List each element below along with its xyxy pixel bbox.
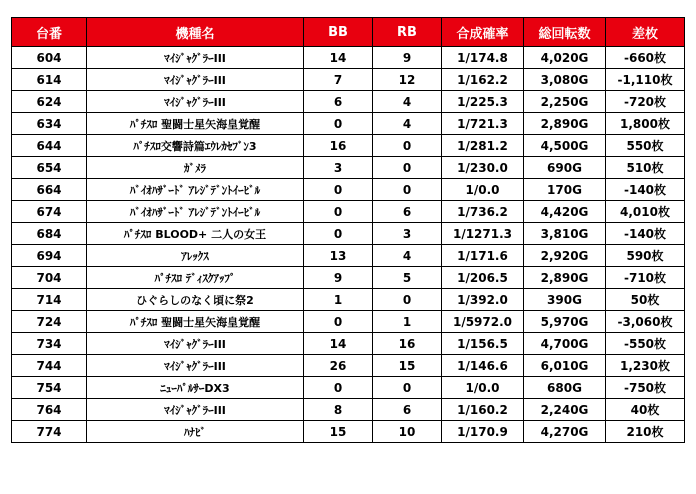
bb-cell: 6 <box>304 91 373 113</box>
header-medal-difference: 差枚 <box>606 18 685 47</box>
machine-name-cell: ﾊﾞｲｵﾊｻﾞｰﾄﾞ ｱﾚｼﾞﾃﾞﾝﾄｲｰﾋﾞﾙ <box>87 201 304 223</box>
machine-number-cell: 724 <box>12 311 87 333</box>
machine-number-cell: 684 <box>12 223 87 245</box>
total-spins-cell: 690G <box>524 157 606 179</box>
table-row <box>12 113 685 135</box>
bb-cell: 26 <box>304 355 373 377</box>
table-row <box>12 377 685 399</box>
header-row <box>12 18 685 47</box>
probability-cell: 1/392.0 <box>442 289 524 311</box>
table-row <box>12 91 685 113</box>
bb-cell: 8 <box>304 399 373 421</box>
bb-cell: 14 <box>304 333 373 355</box>
machine-name-cell: ﾏｲｼﾞｬｸﾞﾗｰIII <box>87 91 304 113</box>
medal-difference-cell: -550枚 <box>606 333 685 355</box>
medal-difference-cell: -750枚 <box>606 377 685 399</box>
machine-name-cell: ｶﾞﾒﾗ <box>87 157 304 179</box>
probability-cell: 1/721.3 <box>442 113 524 135</box>
header-rb: RB <box>373 18 442 47</box>
rb-cell: 15 <box>373 355 442 377</box>
table-row <box>12 289 685 311</box>
table-row <box>12 355 685 377</box>
table-row <box>12 311 685 333</box>
machine-name-cell: ﾊﾟﾁｽﾛ ﾃﾞｨｽｸｱｯﾌﾟ <box>87 267 304 289</box>
machine-name-cell: ﾏｲｼﾞｬｸﾞﾗｰIII <box>87 69 304 91</box>
medal-difference-cell: -1,110枚 <box>606 69 685 91</box>
probability-cell: 1/146.6 <box>442 355 524 377</box>
machine-number-cell: 764 <box>12 399 87 421</box>
total-spins-cell: 4,420G <box>524 201 606 223</box>
machine-number-cell: 674 <box>12 201 87 223</box>
machine-name-cell: ﾊﾟﾁｽﾛ BLOOD+ 二人の女王 <box>87 223 304 245</box>
table-row <box>12 157 685 179</box>
machine-number-cell: 734 <box>12 333 87 355</box>
header-bb: BB <box>304 18 373 47</box>
total-spins-cell: 2,890G <box>524 267 606 289</box>
total-spins-cell: 5,970G <box>524 311 606 333</box>
medal-difference-cell: 510枚 <box>606 157 685 179</box>
header-total-spins: 総回転数 <box>524 18 606 47</box>
rb-cell: 0 <box>373 179 442 201</box>
machine-name-cell: ﾆｭｰﾊﾟﾙｻｰDX3 <box>87 377 304 399</box>
rb-cell: 1 <box>373 311 442 333</box>
total-spins-cell: 390G <box>524 289 606 311</box>
medal-difference-cell: -660枚 <box>606 47 685 69</box>
rb-cell: 6 <box>373 201 442 223</box>
rb-cell: 10 <box>373 421 442 443</box>
total-spins-cell: 3,810G <box>524 223 606 245</box>
machine-name-cell: ﾏｲｼﾞｬｸﾞﾗｰIII <box>87 47 304 69</box>
machine-number-cell: 644 <box>12 135 87 157</box>
total-spins-cell: 170G <box>524 179 606 201</box>
machine-name-cell: ﾊﾟﾁｽﾛ 聖闘士星矢海皇覚醒 <box>87 113 304 135</box>
bb-cell: 0 <box>304 113 373 135</box>
bb-cell: 0 <box>304 179 373 201</box>
rb-cell: 12 <box>373 69 442 91</box>
bb-cell: 0 <box>304 223 373 245</box>
machine-name-cell: ﾊﾅﾋﾞ <box>87 421 304 443</box>
probability-cell: 1/230.0 <box>442 157 524 179</box>
total-spins-cell: 2,890G <box>524 113 606 135</box>
rb-cell: 0 <box>373 377 442 399</box>
bb-cell: 9 <box>304 267 373 289</box>
probability-cell: 1/1271.3 <box>442 223 524 245</box>
medal-difference-cell: 1,230枚 <box>606 355 685 377</box>
total-spins-cell: 4,270G <box>524 421 606 443</box>
probability-cell: 1/170.9 <box>442 421 524 443</box>
table-row <box>12 245 685 267</box>
rb-cell: 4 <box>373 91 442 113</box>
bb-cell: 13 <box>304 245 373 267</box>
table-row <box>12 69 685 91</box>
medal-difference-cell: -3,060枚 <box>606 311 685 333</box>
header-combined-probability: 合成確率 <box>442 18 524 47</box>
total-spins-cell: 680G <box>524 377 606 399</box>
rb-cell: 4 <box>373 245 442 267</box>
machine-name-cell: ﾏｲｼﾞｬｸﾞﾗｰIII <box>87 399 304 421</box>
rb-cell: 5 <box>373 267 442 289</box>
probability-cell: 1/0.0 <box>442 179 524 201</box>
machine-name-cell: ひぐらしのなく頃に祭2 <box>87 289 304 311</box>
machine-number-cell: 634 <box>12 113 87 135</box>
table-row <box>12 223 685 245</box>
slot-data-table <box>11 17 685 443</box>
medal-difference-cell: 50枚 <box>606 289 685 311</box>
table-row <box>12 399 685 421</box>
machine-number-cell: 704 <box>12 267 87 289</box>
medal-difference-cell: 4,010枚 <box>606 201 685 223</box>
bb-cell: 1 <box>304 289 373 311</box>
rb-cell: 16 <box>373 333 442 355</box>
header-machine-number: 台番 <box>12 18 87 47</box>
medal-difference-cell: -140枚 <box>606 223 685 245</box>
total-spins-cell: 4,500G <box>524 135 606 157</box>
total-spins-cell: 2,920G <box>524 245 606 267</box>
rb-cell: 3 <box>373 223 442 245</box>
probability-cell: 1/225.3 <box>442 91 524 113</box>
medal-difference-cell: 1,800枚 <box>606 113 685 135</box>
machine-name-cell: ﾊﾟﾁｽﾛ交響詩篇ｴｳﾚｶｾﾌﾞﾝ3 <box>87 135 304 157</box>
table-row <box>12 267 685 289</box>
machine-number-cell: 664 <box>12 179 87 201</box>
machine-number-cell: 604 <box>12 47 87 69</box>
table-row <box>12 201 685 223</box>
machine-name-cell: ﾏｲｼﾞｬｸﾞﾗｰIII <box>87 333 304 355</box>
medal-difference-cell: 550枚 <box>606 135 685 157</box>
bb-cell: 3 <box>304 157 373 179</box>
bb-cell: 15 <box>304 421 373 443</box>
probability-cell: 1/281.2 <box>442 135 524 157</box>
machine-number-cell: 614 <box>12 69 87 91</box>
rb-cell: 0 <box>373 157 442 179</box>
probability-cell: 1/0.0 <box>442 377 524 399</box>
probability-cell: 1/160.2 <box>442 399 524 421</box>
machine-number-cell: 654 <box>12 157 87 179</box>
total-spins-cell: 6,010G <box>524 355 606 377</box>
medal-difference-cell: 590枚 <box>606 245 685 267</box>
machine-number-cell: 694 <box>12 245 87 267</box>
total-spins-cell: 3,080G <box>524 69 606 91</box>
machine-number-cell: 744 <box>12 355 87 377</box>
machine-number-cell: 714 <box>12 289 87 311</box>
probability-cell: 1/736.2 <box>442 201 524 223</box>
probability-cell: 1/5972.0 <box>442 311 524 333</box>
bb-cell: 0 <box>304 201 373 223</box>
medal-difference-cell: -140枚 <box>606 179 685 201</box>
total-spins-cell: 2,240G <box>524 399 606 421</box>
total-spins-cell: 2,250G <box>524 91 606 113</box>
table-row <box>12 421 685 443</box>
bb-cell: 16 <box>304 135 373 157</box>
rb-cell: 9 <box>373 47 442 69</box>
header-machine-name: 機種名 <box>87 18 304 47</box>
machine-number-cell: 774 <box>12 421 87 443</box>
probability-cell: 1/171.6 <box>442 245 524 267</box>
table-row <box>12 179 685 201</box>
bb-cell: 0 <box>304 311 373 333</box>
probability-cell: 1/162.2 <box>442 69 524 91</box>
machine-name-cell: ﾊﾞｲｵﾊｻﾞｰﾄﾞ ｱﾚｼﾞﾃﾞﾝﾄｲｰﾋﾞﾙ <box>87 179 304 201</box>
table-row <box>12 47 685 69</box>
medal-difference-cell: -710枚 <box>606 267 685 289</box>
machine-name-cell: ﾊﾟﾁｽﾛ 聖闘士星矢海皇覚醒 <box>87 311 304 333</box>
machine-number-cell: 624 <box>12 91 87 113</box>
rb-cell: 6 <box>373 399 442 421</box>
table-row <box>12 333 685 355</box>
total-spins-cell: 4,700G <box>524 333 606 355</box>
machine-name-cell: ｱﾚｯｸｽ <box>87 245 304 267</box>
medal-difference-cell: 210枚 <box>606 421 685 443</box>
medal-difference-cell: 40枚 <box>606 399 685 421</box>
bb-cell: 7 <box>304 69 373 91</box>
bb-cell: 0 <box>304 377 373 399</box>
probability-cell: 1/206.5 <box>442 267 524 289</box>
rb-cell: 4 <box>373 113 442 135</box>
rb-cell: 0 <box>373 289 442 311</box>
medal-difference-cell: -720枚 <box>606 91 685 113</box>
machine-name-cell: ﾏｲｼﾞｬｸﾞﾗｰIII <box>87 355 304 377</box>
probability-cell: 1/156.5 <box>442 333 524 355</box>
total-spins-cell: 4,020G <box>524 47 606 69</box>
probability-cell: 1/174.8 <box>442 47 524 69</box>
machine-number-cell: 754 <box>12 377 87 399</box>
table-row <box>12 135 685 157</box>
rb-cell: 0 <box>373 135 442 157</box>
bb-cell: 14 <box>304 47 373 69</box>
